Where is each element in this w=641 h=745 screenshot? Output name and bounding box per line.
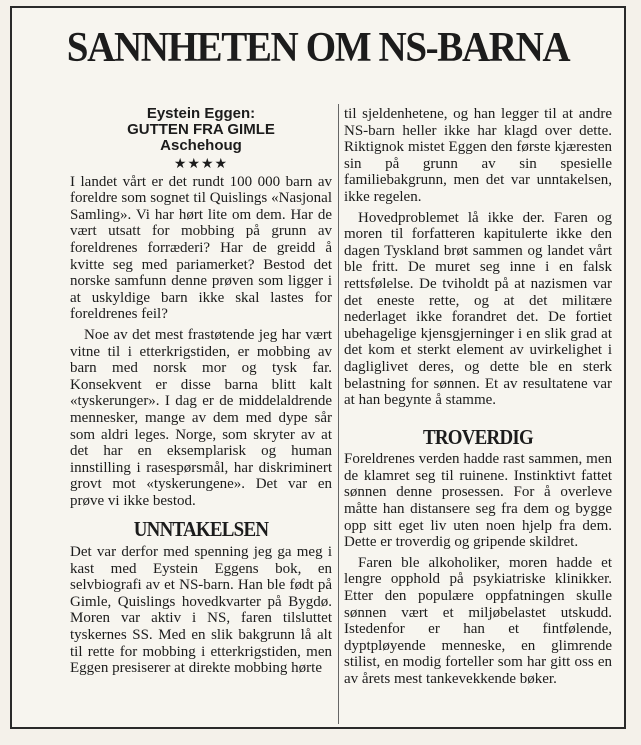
rating-stars: ★★★★ bbox=[173, 157, 229, 172]
paragraph: I landet vårt er det rundt 100 000 barn av foreldre som sognet til Quislings «Nasjonal Samling». Vi har hørt lite om dem. Har de vært utsatt for mobbing på grunn av foreldrenes forræderi? Har de greidd å kvitte seg med pariamerket? Bestod det norske samfunn denne prøven som ligger i at uskyldige barn ikke skal lastes for foreldrenes feil? bbox=[70, 173, 332, 323]
paragraph: Det var derfor med spenning jeg ga meg i kast med Eystein Eggens bok, en selvbiografi av et NS-barn. Han ble født på Gimle, Quislings hovedkvarter på Bygdø. Moren var aktiv i NS, faren tilsluttet tyskernes SS. Med en slik bakgrunn lå alt til rette for mobbing i etterkrigstiden, men Eggen presiserer at direkte mobbing hørte bbox=[70, 544, 332, 677]
column-divider bbox=[338, 104, 339, 724]
headline: SANNHETEN OM NS-BARNA bbox=[66, 25, 570, 71]
right-column bbox=[344, 106, 612, 692]
paragraph: til sjeldenhetene, og han legger til at andre NS-barn heller ikke har klagd over dette. Riktignok mistet Eggen den første kjæresten sin på grunn av sin spesielle familiebakgrunn, men det var unntakelsen, ikke regelen. bbox=[344, 106, 612, 205]
subheading: TROVERDIG bbox=[422, 424, 534, 449]
left-column bbox=[70, 106, 332, 681]
byline-book-title: GUTTEN FRA GIMLE bbox=[127, 121, 275, 138]
byline bbox=[70, 106, 332, 154]
paragraph: Hovedproblemet lå ikke der. Faren og moren til forfatteren kapitulerte ikke den dagen Tyskland brøt sammen og landet vårt ble fritt. De muret seg inne i en falsk rettsfølelse. De tviholdt på at nazismen var det eneste rette, og at det militære nederlaget ikke forandret det. De fortiet ubehagelige kjensgjerninger i en slik grad at det kom et sterkt element av uvirkelighet i dagliglivet deres, og dette ble en sterk belastning for sønnen. Et av resultatene var at han begynte å stamme. bbox=[344, 209, 612, 409]
newspaper-clipping bbox=[10, 6, 626, 729]
paragraph: Foreldrenes verden hadde rast sammen, men de klamret seg til ruinene. Instinktivt fattet sønnen denne prosessen. For å overleve måtte han distansere seg fra dem og bygge opp sitt eget liv uten noen hjelp fra dem. Dette er troverdig og gripende skildret. bbox=[344, 451, 612, 551]
subheading: UNNTAKELSEN bbox=[133, 517, 269, 542]
byline-publisher: Aschehoug bbox=[160, 137, 242, 154]
paragraph: Noe av det mest frastøtende jeg har vært vitne til i etterkrigstiden, er mobbing av barn med norsk mor og tysk far. Konsekvent er disse barna blitt kalt «tyskerunger». I dag er de middelaldrende mennesker, mange av dem med dype sår som aldri leges. Norge, som skryter av at det har en eksemplarisk og human innstilling i rasespørsmål, har diskriminert grovt mot «tyskerungene». Det var en prøve vi ikke bestod. bbox=[70, 326, 332, 509]
byline-author: Eystein Eggen: bbox=[146, 105, 256, 122]
paragraph: Faren ble alkoholiker, moren hadde et lengre opphold på psykiatriske klinikker. Etter den populære oppfatningen skulle sønnen vært et miljøbelastet utskudd. Istedenfor er han et fintfølende, dyptpløyende menneske, en glimrende stilist, en modig forteller som har gitt oss en av årets mest tankevekkende bøker. bbox=[344, 554, 612, 687]
